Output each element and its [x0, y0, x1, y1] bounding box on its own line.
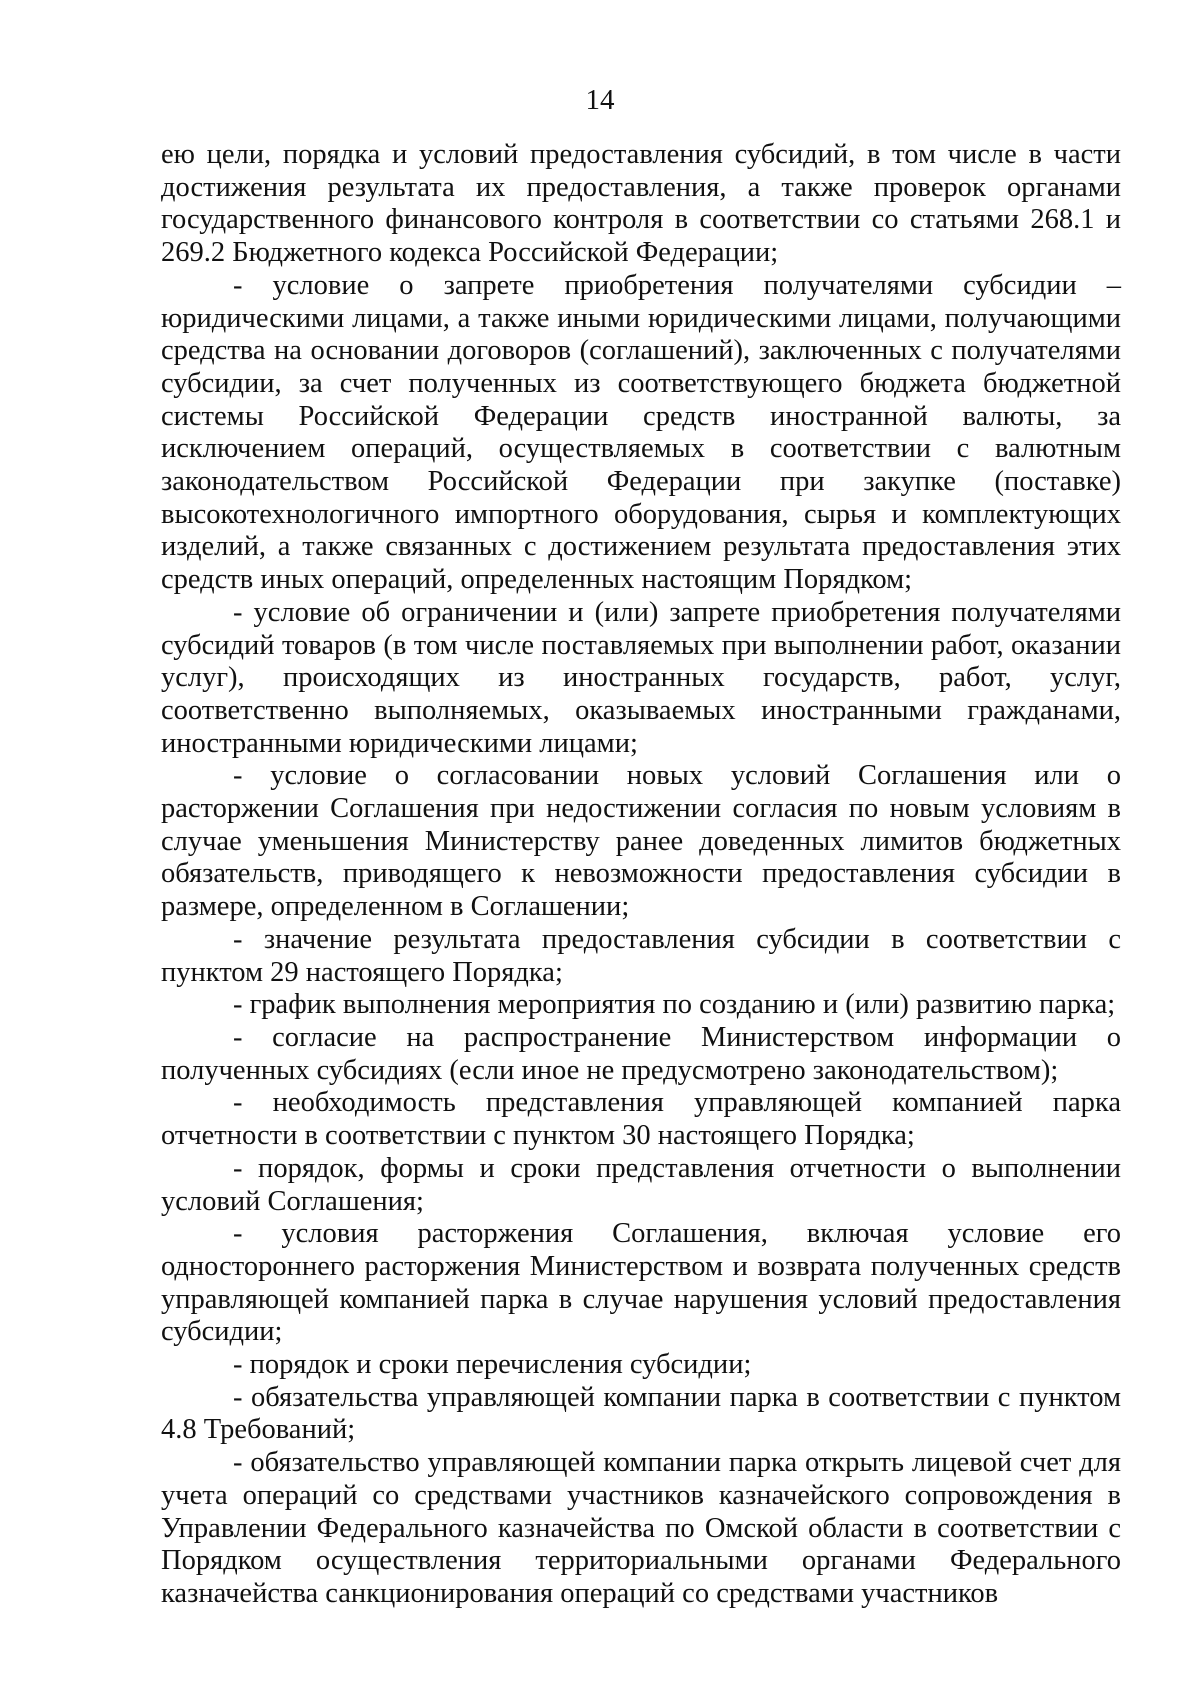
paragraph-4: - условие о согласовании новых условий Соглашения или о расторжении Соглашения при недостижении согласия по новым условиям в случае уменьшения Министерству ранее доведенных лимитов бюджетных обязательств, приводящего к невозможности предоставления субсидии в размере, определенном в Соглашении; — [161, 760, 1121, 923]
paragraph-1: ею цели, порядка и условий предоставления субсидий, в том числе в части достижения результата их предоставления, а также проверок органами государственного финансового контроля в соответствии со статьями 268.1 и 269.2 Бюджетного кодекса Российской Федерации; — [161, 139, 1121, 269]
paragraph-12: - обязательства управляющей компании парка в соответствии с пунктом 4.8 Требований; — [161, 1381, 1121, 1446]
paragraph-9: - порядок, формы и сроки представления отчетности о выполнении условий Соглашения; — [161, 1152, 1121, 1217]
paragraph-10: - условия расторжения Соглашения, включая условие его одностороннего расторжения Министерством и возврата полученных средств управляющей компанией парка в случае нарушения условий предоставления субсидии; — [161, 1218, 1121, 1348]
paragraph-13: - обязательство управляющей компании парка открыть лицевой счет для учета операций со средствами участников казначейского сопровождения в Управлении Федерального казначейства по Омской области в соответствии с Порядком осуществления территориальными органами Федерального казначейства санкционирования операций со средствами участников — [161, 1447, 1121, 1609]
paragraph-6: - график выполнения мероприятия по созданию и (или) развитию парка; — [233, 989, 1116, 1021]
paragraph-2: - условие о запрете приобретения получателями субсидии – юридическими лицами, а также иными юридическими лицами, получающими средства на основании договоров (соглашений), заключенных с получателями субсидии, за счет полученных из соответствующего бюджета бюджетной системы Российской Федерации средств иностранной валюты, за исключением операций, осуществляемых в соответствии с валютным законодательством Российской Федерации при закупке (поставке) высокотехнологичного импортного оборудования, сырья и комплектующих изделий, а также связанных с достижением результата предоставления этих средств иных операций, определенных настоящим Порядком; — [161, 269, 1121, 596]
document-body — [161, 139, 1121, 1611]
paragraph-11: - порядок и сроки перечисления субсидии; — [233, 1349, 752, 1381]
paragraph-8: - необходимость представления управляющей компанией парка отчетности в соответствии с пунктом 30 настоящего Порядка; — [161, 1087, 1121, 1152]
paragraph-5: - значение результата предоставления субсидии в соответствии с пунктом 29 настоящего Порядка; — [161, 923, 1121, 988]
page-number: 14 — [585, 84, 615, 116]
paragraph-7: - согласие на распространение Министерством информации о полученных субсидиях (если иное не предусмотрено законодательством); — [161, 1021, 1121, 1086]
paragraph-3: - условие об ограничении и (или) запрете приобретения получателями субсидий товаров (в том числе поставляемых при выполнении работ, оказании услуг), происходящих из иностранных государств, работ, услуг, соответственно выполняемых, оказываемых иностранными гражданами, иностранными юридическими лицами; — [161, 596, 1121, 759]
